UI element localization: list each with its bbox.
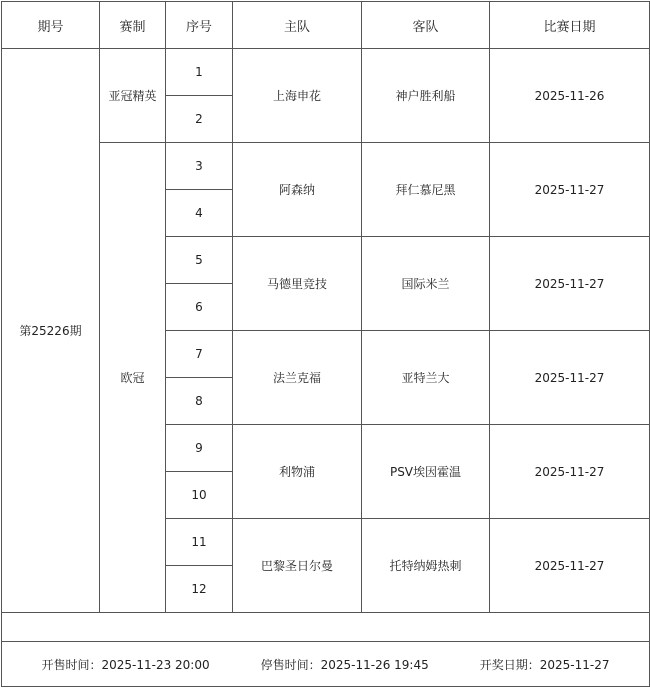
home-team-cell: 阿森纳 (233, 143, 362, 237)
footer-info (2, 656, 649, 673)
num-cell: 5 (166, 237, 233, 284)
schedule-table (1, 1, 650, 687)
away-team-cell: PSV埃因霍温 (362, 425, 490, 519)
away-team-cell: 亚特兰大 (362, 331, 490, 425)
num-cell: 10 (166, 472, 233, 519)
num-cell: 2 (166, 96, 233, 143)
num-cell: 6 (166, 284, 233, 331)
date-cell: 2025-11-26 (490, 49, 650, 143)
home-team-cell: 法兰克福 (233, 331, 362, 425)
header-row (2, 2, 650, 49)
table-row (2, 143, 650, 190)
spacer-row (2, 613, 650, 642)
home-team-cell: 上海申花 (233, 49, 362, 143)
date-cell: 2025-11-27 (490, 519, 650, 613)
away-team-cell: 神户胜利船 (362, 49, 490, 143)
home-team-cell: 利物浦 (233, 425, 362, 519)
date-cell: 2025-11-27 (490, 425, 650, 519)
footer-cell (2, 642, 650, 687)
header-date: 比赛日期 (490, 2, 650, 49)
header-num: 序号 (166, 2, 233, 49)
competition-cell: 亚冠精英 (100, 49, 166, 143)
home-team-cell: 马德里竞技 (233, 237, 362, 331)
footer-row (2, 642, 650, 687)
date-cell: 2025-11-27 (490, 331, 650, 425)
num-cell: 8 (166, 378, 233, 425)
away-team-cell: 国际米兰 (362, 237, 490, 331)
spacer-cell (2, 613, 650, 642)
period-cell: 第25226期 (2, 49, 100, 613)
date-cell: 2025-11-27 (490, 143, 650, 237)
sale-stop-time: 停售时间：2025-11-26 19:45 (260, 657, 429, 672)
num-cell: 3 (166, 143, 233, 190)
num-cell: 4 (166, 190, 233, 237)
sale-start-time: 开售时间：2025-11-23 20:00 (41, 657, 210, 672)
num-cell: 7 (166, 331, 233, 378)
num-cell: 12 (166, 566, 233, 613)
draw-date: 开奖日期：2025-11-27 (479, 657, 610, 672)
header-home: 主队 (233, 2, 362, 49)
away-team-cell: 托特纳姆热刺 (362, 519, 490, 613)
header-type: 赛制 (100, 2, 166, 49)
header-period: 期号 (2, 2, 100, 49)
table-row (2, 49, 650, 96)
num-cell: 9 (166, 425, 233, 472)
num-cell: 1 (166, 49, 233, 96)
header-away: 客队 (362, 2, 490, 49)
competition-cell: 欧冠 (100, 143, 166, 613)
date-cell: 2025-11-27 (490, 237, 650, 331)
home-team-cell: 巴黎圣日尔曼 (233, 519, 362, 613)
num-cell: 11 (166, 519, 233, 566)
away-team-cell: 拜仁慕尼黑 (362, 143, 490, 237)
